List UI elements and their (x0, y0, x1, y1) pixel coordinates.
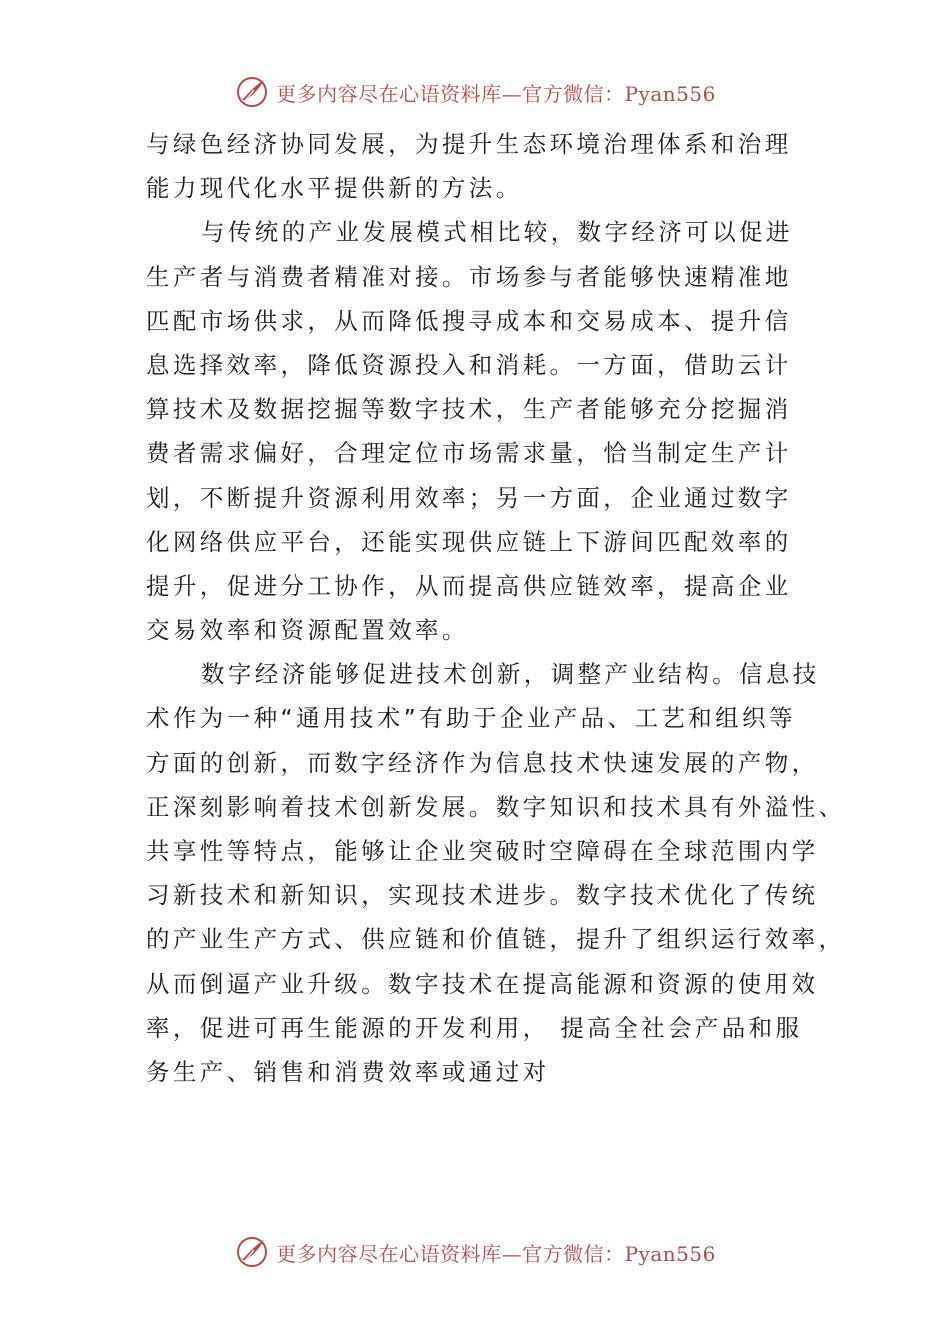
text-line: 务生产、销售和消费效率或通过对 (146, 1057, 550, 1086)
footer-banner (0, 1232, 950, 1272)
text-line: 从而倒逼产业升级。数字技术在提高能源和资源的使用效 (146, 969, 819, 998)
text-line: 共享性等特点，能够让企业突破时空障碍在全球范围内学 (146, 837, 819, 865)
feather-pen-logo-icon (234, 74, 270, 110)
footer-banner-text: 更多内容尽在心语资料库—官方微信：Pyan556 (276, 1241, 716, 1266)
text-line: 算技术及数据挖掘等数字技术，生产者能够充分挖掘消 (146, 395, 792, 424)
text-line: 交易效率和资源配置效率。 (146, 616, 469, 645)
text-line: 与绿色经济协同发展，为提升生态环境治理体系和治理 (146, 130, 792, 158)
header-banner (0, 72, 950, 112)
text-line: 提升，促进分工协作，从而提高供应链效率，提高企业 (146, 571, 792, 600)
text-line: 生产者与消费者精准对接。市场参与者能够快速精准地 (146, 262, 792, 291)
text-line: 划，不断提升资源利用效率；另一方面，企业通过数字 (146, 483, 792, 512)
header-banner-text: 更多内容尽在心语资料库—官方微信：Pyan556 (276, 81, 716, 106)
text-line: 术作为一种“通用技术”有助于企业产品、工艺和组织等 (146, 704, 796, 733)
document-body (146, 122, 846, 1094)
text-line: 息选择效率，降低资源投入和消耗。一方面，借助云计 (146, 350, 792, 379)
text-line: 费者需求偏好，合理定位市场需求量，恰当制定生产计 (146, 439, 792, 468)
text-line: 正深刻影响着技术创新发展。数字知识和技术具有外溢性、 (146, 792, 846, 821)
text-line: 化网络供应平台，还能实现供应链上下游间匹配效率的 (146, 527, 792, 556)
text-line: 的产业生产方式、供应链和价值链，提升了组织运行效率， (146, 925, 846, 954)
text-line: 匹配市场供求，从而降低搜寻成本和交易成本、提升信 (146, 306, 792, 335)
paragraph-start-line: 与传统的产业发展模式相比较，数字经济可以促进 (201, 218, 793, 247)
text-line: 方面的创新，而数字经济作为信息技术快速发展的产物， (146, 748, 819, 777)
feather-pen-logo-icon (234, 1234, 270, 1270)
text-line: 习新技术和新知识，实现技术进步。数字技术优化了传统 (146, 881, 819, 910)
paragraph-start-line: 数字经济能够促进技术创新，调整产业结构。信息技 (201, 660, 820, 689)
text-line: 率，促进可再生能源的开发利用， 提高全社会产品和服 (146, 1013, 803, 1042)
text-line: 能力现代化水平提供新的方法。 (146, 174, 523, 203)
